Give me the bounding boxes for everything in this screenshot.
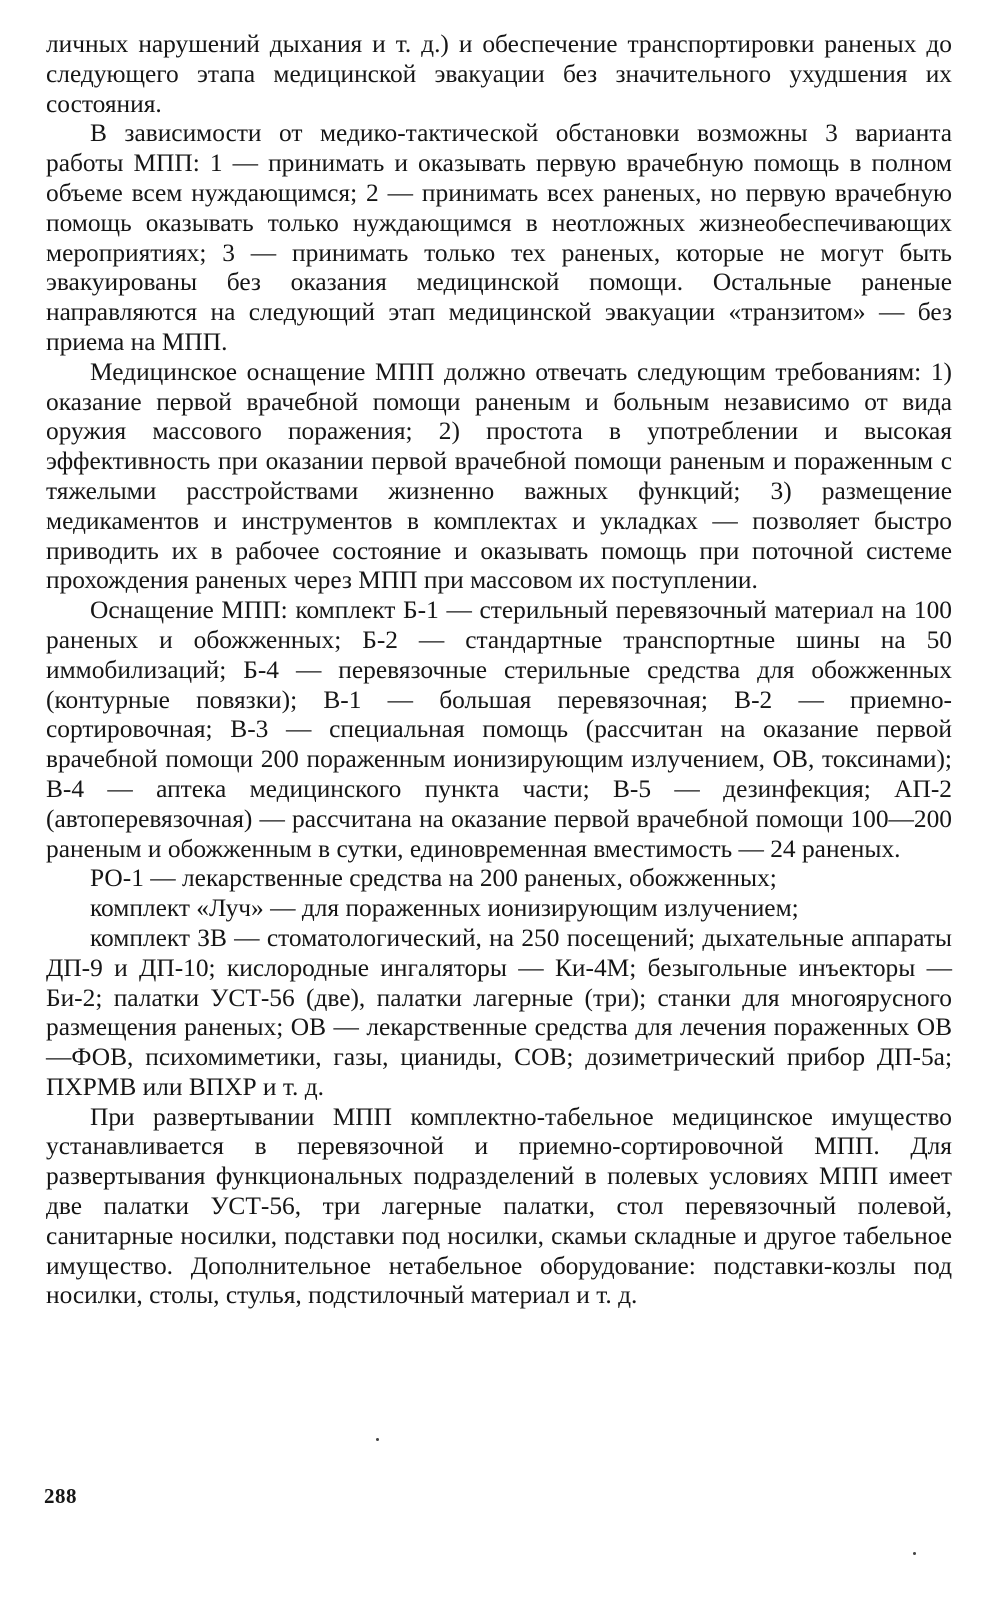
scan-speck bbox=[913, 1552, 916, 1555]
paragraph-deployment: При развертывании МПП комплектно-табельное медицинское имущество устанавливается в перевязочной и приемно-сортировочной МПП. Для развертывания функциональных подразделений в полевых условиях МПП имеет две палатки УСТ-56, три лагерные палатки, стол перевязочный полевой, санитарные носилки, подставки под носилки, скамьи складные и другое табельное имущество. Дополнительное нетабельное оборудование: подставки-козлы под носилки, столы, стулья, подстилочный материал и т. д. bbox=[46, 1102, 952, 1310]
paragraph-equipment-list: Оснащение МПП: комплект Б-1 — стерильный перевязочный материал на 100 раненых и обожженных; Б-2 — стандартные транспортные шины на 50 иммобилизаций; Б-4 — перевязочные стерильные средства для обожженных (контурные повязки); В-1 — большая перевязочная; В-2 — приемно-сортировочная; В-3 — специальная помощь (рассчитан на оказание первой врачебной помощи 200 пораженным ионизирующим излучением, ОВ, токсинами); В-4 — аптека медицинского пункта части; В-5 — дезинфекция; АП-2 (автоперевязочная) — рассчитана на оказание первой врачебной помощи 100—200 раненым и обожженным в сутки, единовременная вместимость — 24 раненых. bbox=[46, 596, 952, 863]
paragraph-equipment-requirements: Медицинское оснащение МПП должно отвечать следующим требованиям: 1) оказание первой врачебной помощи раненым и больным независимо от вида оружия массового поражения; 2) простота в употреблении и высокая эффективность при оказании первой врачебной помощи раненым и пораженным с тяжелыми расстройствами жизненно важных функций; 3) размещение медикаментов и инструментов в комплектах и укладках — позволяет быстро приводить их в рабочее состояние и оказывать помощь при поточной системе прохождения раненых через МПП при массовом их поступлении. bbox=[46, 357, 952, 595]
paragraph-luch-kit: комплект «Луч» — для пораженных ионизирующим излучением; bbox=[90, 894, 799, 923]
paragraph-ro1: РО-1 — лекарственные средства на 200 раненых, обожженных; bbox=[90, 864, 777, 893]
scan-speck bbox=[376, 1438, 379, 1441]
page-number: 288 bbox=[44, 1484, 77, 1508]
paragraph-continuation: личных нарушений дыхания и т. д.) и обеспечение транспортировки раненых до следующего этапа медицинской эвакуации без значительного ухудшения их состояния. bbox=[46, 30, 952, 118]
paragraph-work-variants: В зависимости от медико-тактической обстановки возможны 3 варианта работы МПП: 1 — принимать и оказывать первую врачебную помощь в полном объеме всем нуждающимся; 2 — принимать всех раненых, но первую врачебную помощь оказывать только нуждающимся в неотложных жизнеобеспечивающих мероприятиях; 3 — принимать только тех раненых, которые не могут быть эвакуированы без оказания медицинской помощи. Остальные раненые направляются на следующий этап медицинской эвакуации «транзитом» — без приема на МПП. bbox=[46, 119, 952, 356]
page-body bbox=[46, 30, 952, 1311]
paragraph-3v-kit: комплект ЗВ — стоматологический, на 250 посещений; дыхательные аппараты ДП-9 и ДП-10; кислородные ингаляторы — Ки-4М; безыгольные инъекторы — Би-2; палатки УСТ-56 (две), палатки лагерные (три); станки для многоярусного размещения раненых; ОВ — лекарственные средства для лечения пораженных ОВ—ФОВ, психомиметики, газы, цианиды, СОВ; дозиметрический прибор ДП-5а; ПХРМВ или ВПХР и т. д. bbox=[46, 923, 952, 1101]
